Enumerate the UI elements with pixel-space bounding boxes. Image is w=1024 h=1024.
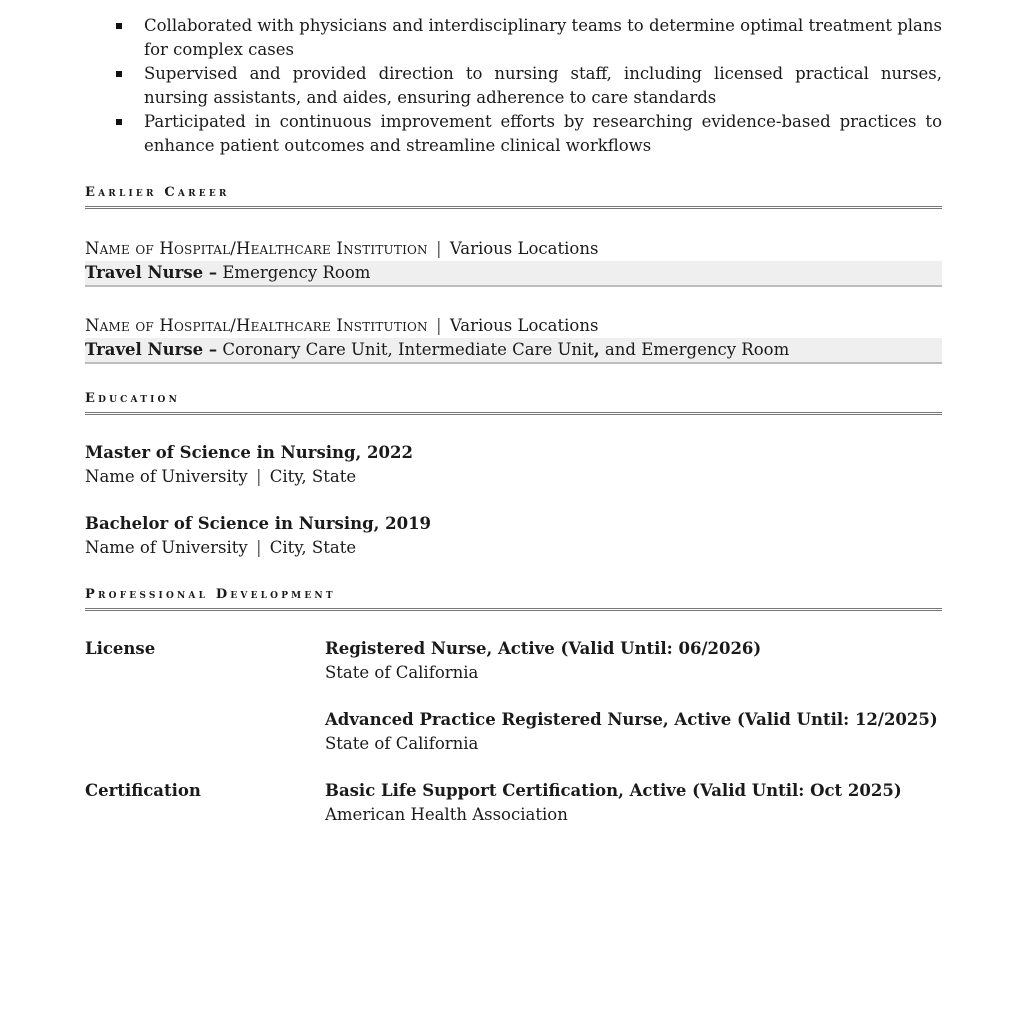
institution-name: Name of Hospital/Healthcare Institution (85, 316, 428, 335)
professional-development-list (85, 637, 942, 827)
career-entry (85, 237, 942, 287)
role-detail-comma: , (593, 340, 600, 359)
career-role-bar (85, 261, 942, 287)
bullet-item: Collaborated with physicians and interdisciplinary teams to determine optimal treatment plans for complex cases (85, 14, 942, 62)
credential-title: Registered Nurse, Active (Valid Until: 06/2026) (325, 639, 762, 658)
development-item (325, 637, 942, 685)
development-item (325, 779, 942, 827)
degree: Bachelor of Science in Nursing, 2019 (85, 514, 432, 533)
separator: | (436, 316, 442, 335)
development-items (325, 637, 942, 756)
credential-issuer: American Health Association (325, 805, 568, 824)
section-heading-professional-development: Professional Development (85, 586, 942, 611)
square-bullet-icon (116, 71, 122, 77)
career-role-bar (85, 338, 942, 364)
credential-issuer: State of California (325, 734, 479, 753)
school-name: Name of University (85, 467, 248, 486)
institution-location: Various Locations (449, 239, 599, 258)
development-label: License (85, 639, 156, 658)
career-entry (85, 314, 942, 364)
credential-title: Basic Life Support Certification, Active (Valid Until: Oct 2025) (325, 781, 902, 800)
school-line (85, 536, 942, 560)
development-label: Certification (85, 781, 201, 800)
role-detail: Emergency Room (222, 263, 371, 282)
development-items (325, 779, 942, 827)
resume-page (85, 14, 942, 827)
development-row-certification (85, 779, 942, 827)
bullet-item: Participated in continuous improvement efforts by researching evidence-based practices to enhance patient outcomes and streamline clinical workflows (85, 110, 942, 158)
section-heading-education: Education (85, 390, 942, 415)
role-title: Travel Nurse – (85, 340, 218, 359)
separator: | (436, 239, 442, 258)
experience-bullets (85, 14, 942, 158)
separator: | (255, 538, 262, 557)
development-item (325, 708, 942, 756)
role-detail: and Emergency Room (604, 340, 790, 359)
career-institution-line (85, 314, 942, 338)
school-place: City, State (269, 467, 357, 486)
degree: Master of Science in Nursing, 2022 (85, 443, 413, 462)
institution-name: Name of Hospital/Healthcare Institution (85, 239, 428, 258)
role-detail: Coronary Care Unit, Intermediate Care Unit (222, 340, 594, 359)
development-row-license (85, 637, 942, 756)
bullet-item: Supervised and provided direction to nursing staff, including licensed practical nurses, nursing assistants, and aides, ensuring adherence to care standards (85, 62, 942, 110)
separator: | (255, 467, 262, 486)
education-entry (85, 512, 942, 560)
education-entry (85, 441, 942, 489)
school-place: City, State (269, 538, 357, 557)
credential-issuer: State of California (325, 663, 479, 682)
role-title: Travel Nurse – (85, 263, 218, 282)
institution-location: Various Locations (449, 316, 599, 335)
credential-title: Advanced Practice Registered Nurse, Active (Valid Until: 12/2025) (325, 710, 938, 729)
school-line (85, 465, 942, 489)
section-heading-earlier-career: Earlier Career (85, 184, 942, 209)
square-bullet-icon (116, 119, 122, 125)
career-institution-line (85, 237, 942, 261)
school-name: Name of University (85, 538, 248, 557)
square-bullet-icon (116, 23, 122, 29)
